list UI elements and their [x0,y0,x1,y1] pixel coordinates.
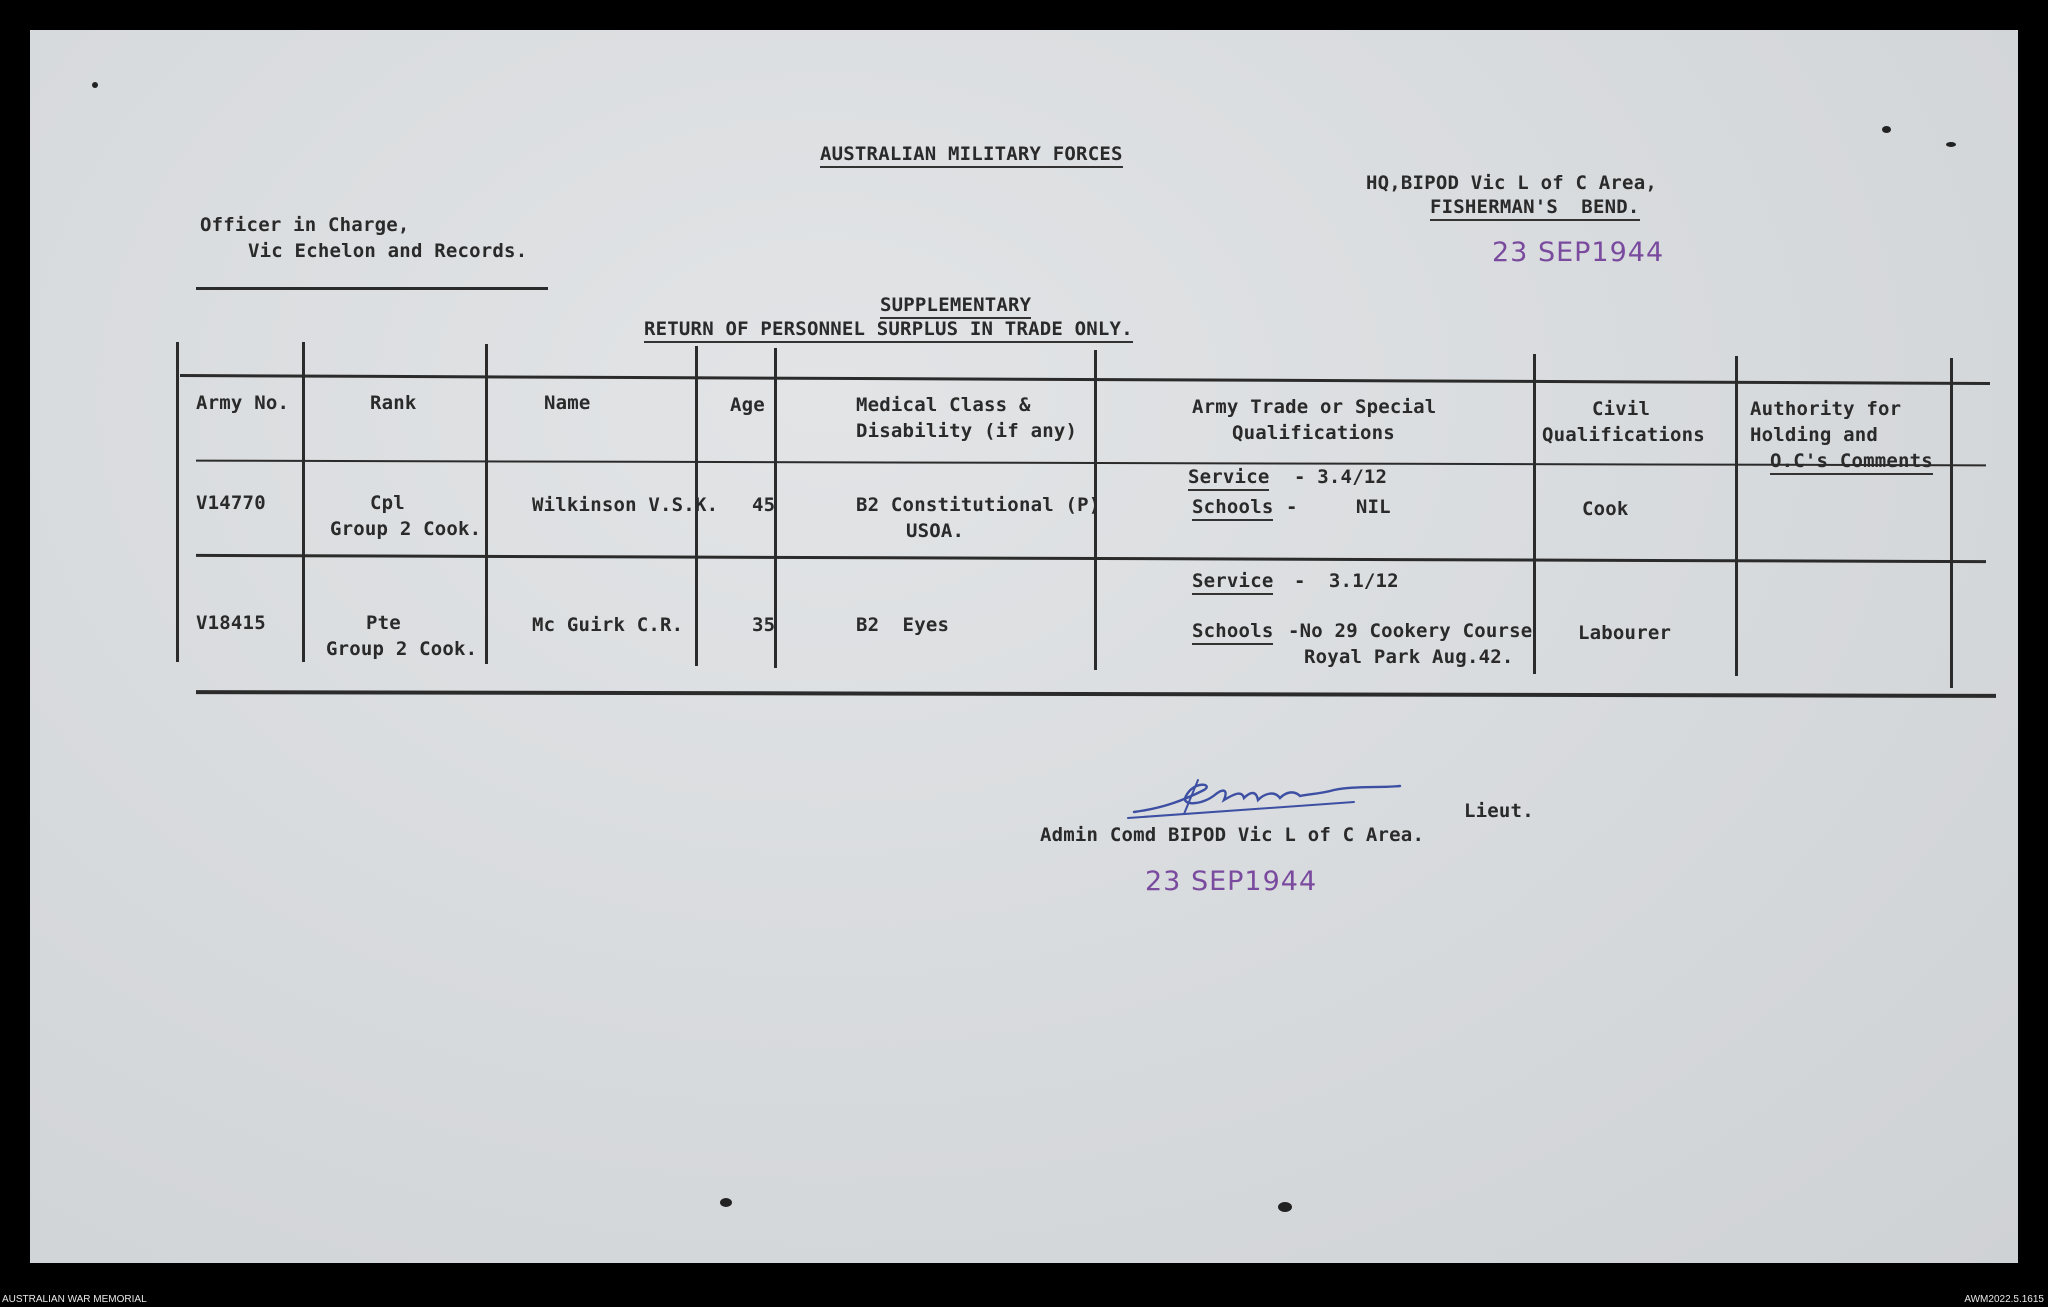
paper-speck [1882,126,1891,133]
cell-schools-label: Schools [1192,620,1273,645]
header-rank: Rank [370,392,417,414]
cell-service-label: Service [1188,466,1269,491]
cell-schools-value: - NIL [1286,496,1391,518]
document-sheet [30,30,2018,1263]
cell-service-value: - 3.1/12 [1294,570,1399,592]
archive-credit: AUSTRALIAN WAR MEMORIAL [2,1294,147,1305]
col-divider [1950,358,1953,688]
header-name: Name [544,392,591,414]
cell-rank: Cpl [370,492,405,514]
cell-rank-group: Group 2 Cook. [330,518,482,540]
header-civil-line1: Civil [1592,398,1651,420]
signatory-title: Admin Comd BIPOD Vic L of C Area. [1040,824,1425,846]
addressee-rule [196,287,548,290]
addressee-line1: Officer in Charge, [200,214,410,236]
document-title: AUSTRALIAN MILITARY FORCES [820,143,1123,168]
cell-civil: Cook [1582,498,1629,520]
cell-rank-group: Group 2 Cook. [326,638,478,660]
subject-line2: RETURN OF PERSONNEL SURPLUS IN TRADE ONLY. [644,318,1133,343]
cell-service-label: Service [1192,570,1273,595]
date-stamp-top: 23 SEP1944 [1492,237,1665,268]
paper-speck [1946,142,1956,147]
cell-schools-value: -No 29 Cookery Course [1288,620,1533,642]
paper-speck [92,82,98,88]
paper-speck [720,1198,732,1207]
cell-schools-value-line2: Royal Park Aug.42. [1304,646,1514,668]
subject-line1: SUPPLEMENTARY [880,294,1031,319]
header-medical-line1: Medical Class & [856,394,1031,416]
cell-medical-line2: USOA. [906,520,965,542]
header-age: Age [730,394,765,416]
cell-medical: B2 Constitutional (P) [856,494,1101,516]
cell-age: 35 [752,614,776,636]
paper-speck [1278,1202,1292,1212]
cell-army-no: V14770 [196,492,266,514]
cell-schools-label: Schools [1192,496,1273,521]
hq-address-line1: HQ,BIPOD Vic L of C Area, [1366,172,1657,194]
header-authority-line1: Authority for [1750,398,1902,420]
col-divider [302,342,305,662]
row-divider-rule [196,554,1986,563]
addressee-line2: Vic Echelon and Records. [248,240,528,262]
header-army-no: Army No. [196,392,290,414]
cell-age: 45 [752,494,776,516]
header-medical-line2: Disability (if any) [856,420,1078,442]
header-authority-line2: Holding and [1750,424,1879,446]
cell-civil: Labourer [1578,622,1672,644]
header-authority-line3: O.C's Comments [1770,450,1933,475]
col-divider [485,344,488,664]
cell-medical: B2 Eyes [856,614,950,636]
cell-name: Mc Guirk C.R. [532,614,684,636]
col-divider [1533,354,1536,674]
header-trade-line2: Qualifications [1232,422,1395,444]
date-stamp-bottom: 23 SEP1944 [1145,866,1318,897]
col-divider [1735,356,1738,676]
signatory-rank: Lieut. [1464,800,1534,822]
header-bottom-rule [196,460,1986,467]
cell-service-value: - 3.4/12 [1294,466,1388,488]
header-trade-line1: Army Trade or Special [1192,396,1437,418]
cell-name: Wilkinson V.S.K. [532,494,719,516]
hq-address-line2: FISHERMAN'S BEND. [1430,196,1640,221]
col-divider [176,342,179,662]
archive-reference: AWM2022.5.1615 [1964,1294,2044,1305]
cell-rank: Pte [366,612,401,634]
cell-army-no: V18415 [196,612,266,634]
header-civil-line2: Qualifications [1542,424,1705,446]
table-top-rule [180,374,1990,385]
table-bottom-rule [196,690,1996,698]
signature-image [1124,760,1414,830]
